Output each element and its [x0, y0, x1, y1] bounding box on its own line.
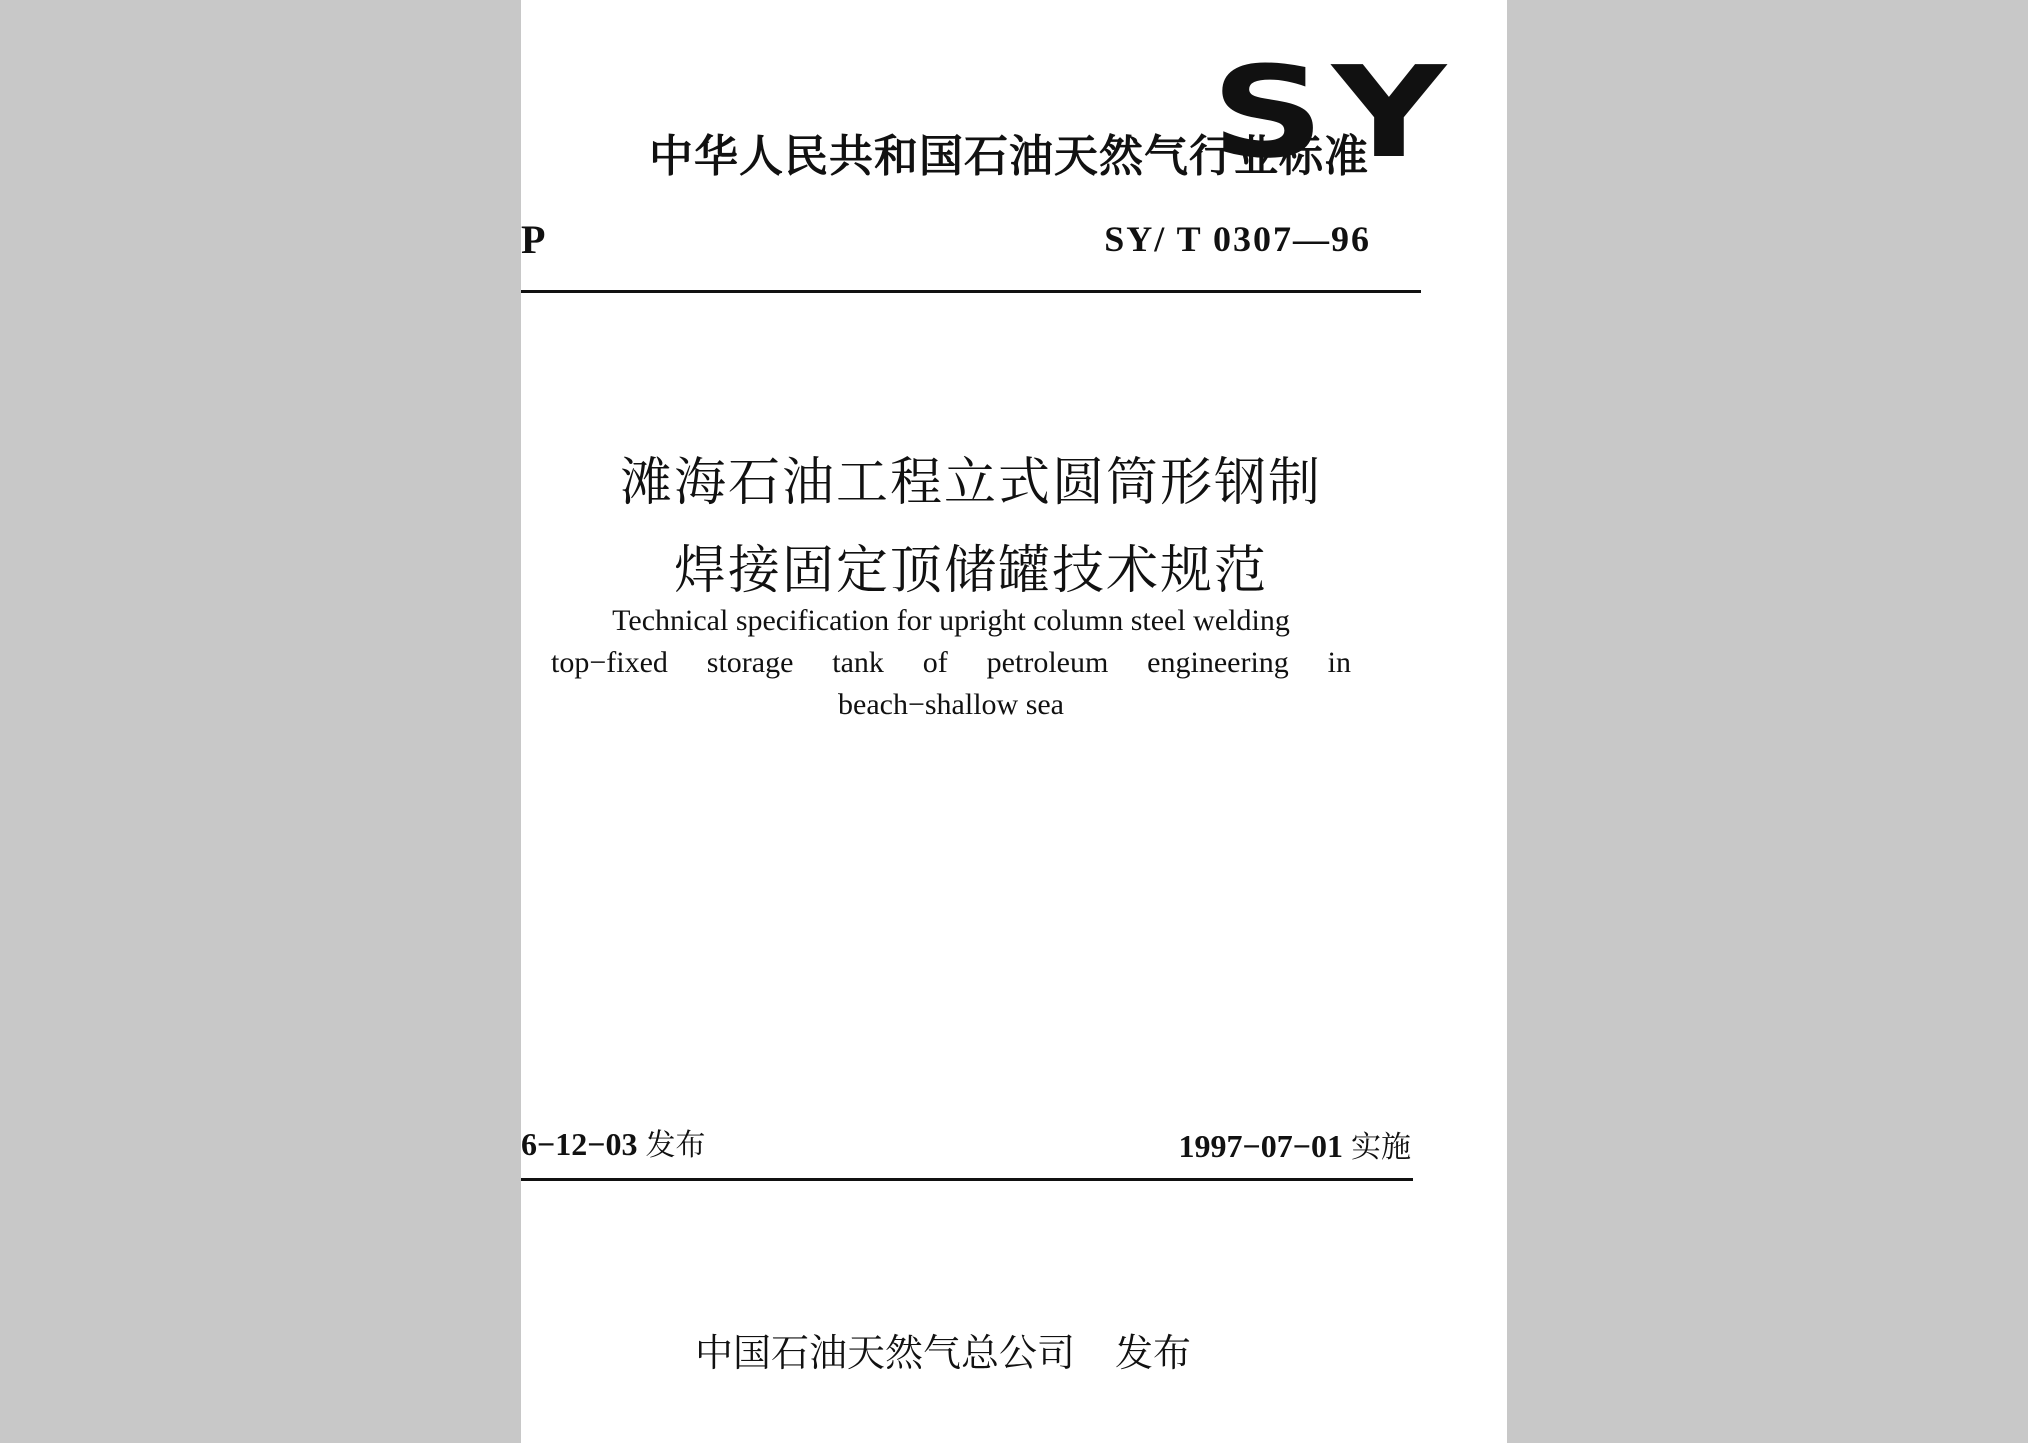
standard-number: SY/ T 0307—96 [1104, 219, 1371, 259]
top-divider [521, 290, 1421, 293]
standard-cover-page [521, 0, 1507, 1443]
bottom-divider [521, 1178, 1413, 1181]
standard-type-heading: 中华人民共和国石油天然气行业标准 [649, 131, 1369, 182]
publisher-line [695, 1322, 1191, 1377]
title-en-line-2: top−fixed storage tank of petroleum engineering in [551, 646, 1351, 679]
title-en [551, 600, 1351, 726]
title-en-line-1: Technical specification for upright column steel welding [612, 604, 1290, 637]
issue-date: 6−12−03 [521, 1126, 638, 1162]
implementation-date-line [1179, 1122, 1411, 1166]
title-en-line-3: beach−shallow sea [838, 688, 1064, 721]
issue-date-line [521, 1120, 705, 1164]
publisher-name: 中国石油天然气总公司 [695, 1331, 1076, 1375]
sy-logo: SY [1211, 39, 1454, 186]
implementation-label: 实施 [1351, 1130, 1411, 1165]
title-cn-line-2: 焊接固定顶储罐技术规范 [673, 541, 1268, 601]
publish-label: 发布 [1115, 1331, 1192, 1375]
issue-label: 发布 [645, 1128, 706, 1163]
title-cn-line-1: 滩海石油工程立式圆筒形钢制 [619, 453, 1322, 513]
classification-code: P [521, 217, 546, 262]
implementation-date: 1997−07−01 [1178, 1128, 1343, 1164]
